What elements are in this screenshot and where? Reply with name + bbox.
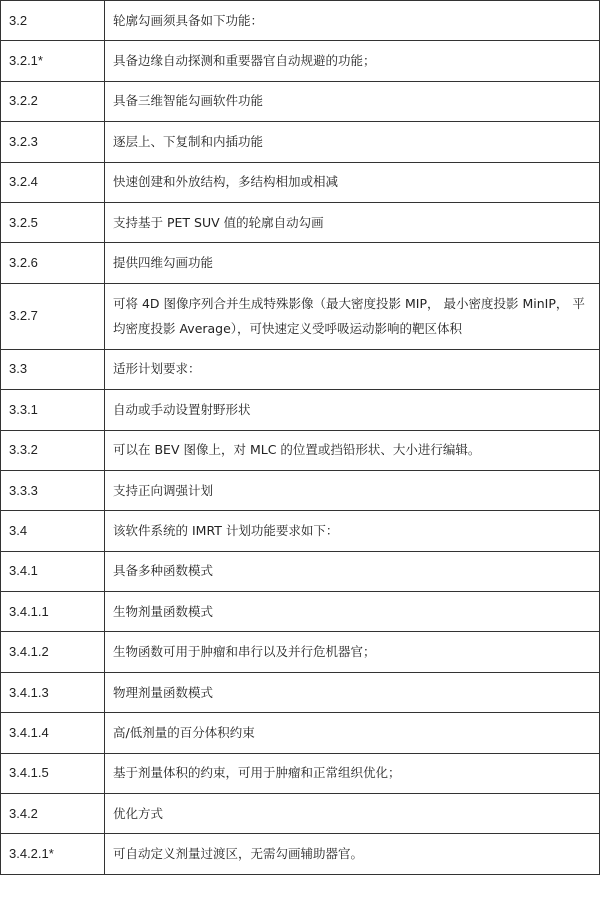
table-row — [1, 794, 600, 834]
table-row — [1, 470, 600, 510]
table-row — [1, 592, 600, 632]
row-number: 3.4.1.1 — [1, 592, 105, 632]
row-description: 物理剂量函数模式 — [105, 672, 600, 712]
table-row — [1, 511, 600, 551]
row-number: 3.4.1 — [1, 551, 105, 591]
table-row — [1, 81, 600, 121]
row-description: 具备三维智能勾画软件功能 — [105, 81, 600, 121]
table-row — [1, 551, 600, 591]
row-description: 具备边缘自动探测和重要器官自动规避的功能； — [105, 41, 600, 81]
row-number: 3.2.2 — [1, 81, 105, 121]
row-description: 该软件系统的 IMRT 计划功能要求如下： — [105, 511, 600, 551]
table-row — [1, 243, 600, 283]
table-row — [1, 283, 600, 349]
row-description: 高/低剂量的百分体积约束 — [105, 713, 600, 753]
row-description: 具备多种函数模式 — [105, 551, 600, 591]
row-description: 生物函数可用于肿瘤和串行以及并行危机器官； — [105, 632, 600, 672]
row-number: 3.4.1.4 — [1, 713, 105, 753]
row-description: 支持基于 PET SUV 值的轮廓自动勾画 — [105, 202, 600, 242]
row-description: 自动或手动设置射野形状 — [105, 390, 600, 430]
table-row — [1, 430, 600, 470]
row-number: 3.4.1.2 — [1, 632, 105, 672]
table-row — [1, 1, 600, 41]
row-description: 生物剂量函数模式 — [105, 592, 600, 632]
row-number: 3.3 — [1, 349, 105, 389]
row-number: 3.2 — [1, 1, 105, 41]
row-number: 3.2.3 — [1, 122, 105, 162]
table-row — [1, 713, 600, 753]
table-row — [1, 834, 600, 874]
table-row — [1, 122, 600, 162]
row-description: 提供四维勾画功能 — [105, 243, 600, 283]
table-row — [1, 753, 600, 793]
table-row — [1, 41, 600, 81]
row-number: 3.4.2 — [1, 794, 105, 834]
table-row — [1, 349, 600, 389]
row-number: 3.2.1* — [1, 41, 105, 81]
row-description: 基于剂量体积的约束，可用于肿瘤和正常组织优化； — [105, 753, 600, 793]
row-description: 支持正向调强计划 — [105, 470, 600, 510]
table-row — [1, 202, 600, 242]
table-row — [1, 390, 600, 430]
row-number: 3.3.3 — [1, 470, 105, 510]
table-row — [1, 672, 600, 712]
row-description: 可以在 BEV 图像上，对 MLC 的位置或挡铅形状、大小进行编辑。 — [105, 430, 600, 470]
row-number: 3.4 — [1, 511, 105, 551]
row-number: 3.4.1.5 — [1, 753, 105, 793]
row-description: 可自动定义剂量过渡区，无需勾画辅助器官。 — [105, 834, 600, 874]
row-number: 3.4.1.3 — [1, 672, 105, 712]
row-description: 优化方式 — [105, 794, 600, 834]
table-row — [1, 162, 600, 202]
row-number: 3.4.2.1* — [1, 834, 105, 874]
row-number: 3.2.5 — [1, 202, 105, 242]
table-row — [1, 632, 600, 672]
row-description: 轮廓勾画须具备如下功能： — [105, 1, 600, 41]
row-description: 可将 4D 图像序列合并生成特殊影像（最大密度投影 MIP， 最小密度投影 MinIP， 平均密度投影 Average），可快速定义受呼吸运动影响的靶区体积 — [105, 283, 600, 349]
row-number: 3.2.4 — [1, 162, 105, 202]
row-description: 逐层上、下复制和内插功能 — [105, 122, 600, 162]
row-number: 3.3.1 — [1, 390, 105, 430]
row-description: 适形计划要求： — [105, 349, 600, 389]
row-number: 3.2.6 — [1, 243, 105, 283]
row-description: 快速创建和外放结构，多结构相加或相减 — [105, 162, 600, 202]
row-number: 3.3.2 — [1, 430, 105, 470]
row-number: 3.2.7 — [1, 283, 105, 349]
